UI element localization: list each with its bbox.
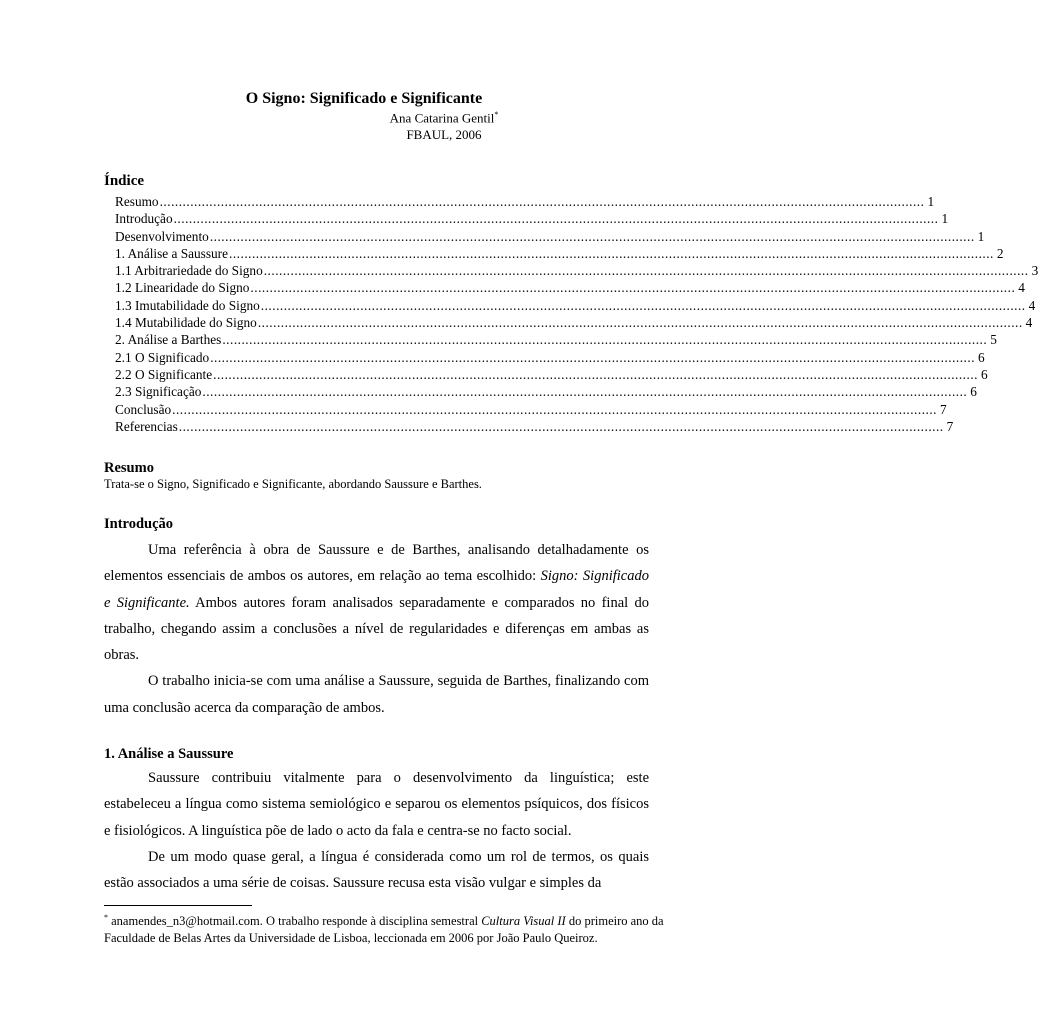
toc-leader-dots: ........................................................................................................................................................................................................ [210,349,976,365]
toc-entry-page: 1 [941,211,949,227]
toc-heading: Índice [104,173,145,189]
resumo-heading: Resumo [104,460,154,476]
toc-leader-dots: ........................................................................................................................................................................................................ [178,418,944,434]
toc-leader-dots: ........................................................................................................................................................................................................ [172,401,937,417]
toc-entry-label: 1.2 Linearidade do Signo [115,280,250,296]
footnote-divider [104,905,252,906]
toc-entry-page: 1 [927,194,935,209]
toc-entry-page: 3 [1031,263,1038,279]
saussure-body [104,765,649,896]
toc-entry-label: 1.3 Imutabilidade do Signo [115,297,260,313]
toc-leader-dots: ........................................................................................................................................................................................................ [202,384,968,400]
toc-entry[interactable] [115,245,1004,262]
toc-entry-page: 4 [1028,297,1036,313]
footnote-mark: * [104,913,108,922]
toc-entry-label: 1.4 Mutabilidade do Signo [115,315,257,331]
toc-entry-page: 6 [970,384,977,400]
toc-entry-label: Referencias [115,418,178,434]
toc-entry[interactable] [115,331,997,348]
toc-entry-page: 5 [990,332,997,348]
toc-leader-dots: ........................................................................................................................................................................................................ [159,194,925,209]
toc-entry-page: 4 [1025,315,1033,331]
document-title: O Signo: Significado e Significante [245,90,483,107]
toc-entry[interactable] [115,262,1038,279]
toc-entry[interactable] [115,418,954,435]
toc-entry[interactable] [115,366,988,383]
footnote-course-name: Cultura Visual II [481,914,566,929]
author-name [80,110,808,126]
toc-leader-dots: ........................................................................................................................................................................................................ [173,211,939,227]
toc-entry[interactable] [115,210,949,227]
toc-leader-dots: ........................................................................................................................................................................................................ [222,332,988,348]
saussure-paragraph-2: De um modo quase geral, a língua é considerada como um rol de termos, os quais estão associados a uma série de coisas. Saussure recusa esta visão vulgar e simples da [104,848,649,892]
toc-entry-label: 2.1 O Significado [115,349,210,365]
toc-entry-page: 7 [939,401,947,417]
toc-entry[interactable] [115,228,985,245]
toc-entry-page: 4 [1018,280,1025,296]
toc-entry-label: 2. Análise a Barthes [115,332,222,348]
toc-entry-label: 1.1 Arbitrariedade do Signo [115,263,263,279]
introducao-body [104,537,649,721]
affiliation: FBAUL, 2006 [406,127,482,142]
toc-entry-label: 2.2 O Significante [115,366,213,382]
footnote-text: anamendes_n3@hotmail.com. O trabalho responde à disciplina semestral [108,914,482,929]
introducao-paragraph-1 [104,537,649,668]
toc-leader-dots: ........................................................................................................................................................................................................ [263,263,1029,279]
toc-leader-dots: ........................................................................................................................................................................................................ [250,280,1016,296]
toc-leader-dots: ........................................................................................................................................................................................................ [260,297,1026,313]
toc-entry-page: 1 [977,228,985,244]
toc-entry[interactable] [115,401,947,418]
table-of-contents [115,193,1038,435]
footnote [104,910,664,946]
toc-entry[interactable] [115,279,1025,296]
toc-entry-page: 7 [946,418,954,434]
introducao-heading: Introdução [104,516,174,532]
introducao-paragraph-2: O trabalho inicia-se com uma análise a Saussure, seguida de Barthes, finalizando com uma conclusão acerca da comparação de ambos. [104,673,649,716]
saussure-paragraph-1: Saussure contribuiu vitalmente para o desenvolvimento da linguística; este estabeleceu a língua como sistema semiológico e separou os elementos psíquicos, dos físicos e fisiológicos. A linguística põe de lado o acto da fala e centra-se no facto social. [104,770,649,839]
toc-entry[interactable] [115,314,1033,331]
author-footnote-mark: * [494,110,499,119]
toc-entry-label: 1. Análise a Saussure [115,245,229,261]
footnote-text-rest: do primeiro ano da Faculdade de Belas Artes da Universidade de Lisboa, leccionada em 2006 por João Paulo Queiroz. [104,914,664,945]
toc-entry-label: Introdução [115,211,173,227]
toc-entry-label: Desenvolvimento [115,228,209,244]
toc-entry[interactable] [115,349,985,366]
toc-entry-page: 2 [996,245,1004,261]
toc-leader-dots: ........................................................................................................................................................................................................ [229,245,994,261]
resumo-text: Trata-se o Signo, Significado e Significante, abordando Saussure e Barthes. [104,477,482,491]
toc-entry-label: 2.3 Significação [115,384,202,400]
introducao-p1-text: Uma referência à obra de Saussure e de Barthes, analisando detalhadamente os elementos essenciais de ambos os autores, em relação ao tema escolhido: [104,542,649,585]
toc-entry[interactable] [115,383,977,400]
toc-entry-page: 6 [980,366,988,382]
toc-entry-label: Resumo [115,194,159,209]
introducao-p1-italic: Signo: Significado e Significante. [104,568,649,611]
toc-entry-label: Conclusão [115,401,172,417]
toc-leader-dots: ........................................................................................................................................................................................................ [209,228,975,244]
toc-entry-page: 6 [978,349,985,365]
toc-entry[interactable] [115,297,1036,314]
saussure-heading: 1. Análise a Saussure [104,746,234,762]
introducao-p1-rest: Ambos autores foram analisados separadamente e comparados no final do trabalho, chegando assim a conclusões a nível de regularidades e diferenças em ambas as obras. [104,594,649,664]
toc-leader-dots: ........................................................................................................................................................................................................ [213,366,978,382]
toc-leader-dots: ........................................................................................................................................................................................................ [257,315,1023,331]
author-text: Ana Catarina Gentil [389,110,495,126]
toc-entry[interactable] [115,193,935,210]
